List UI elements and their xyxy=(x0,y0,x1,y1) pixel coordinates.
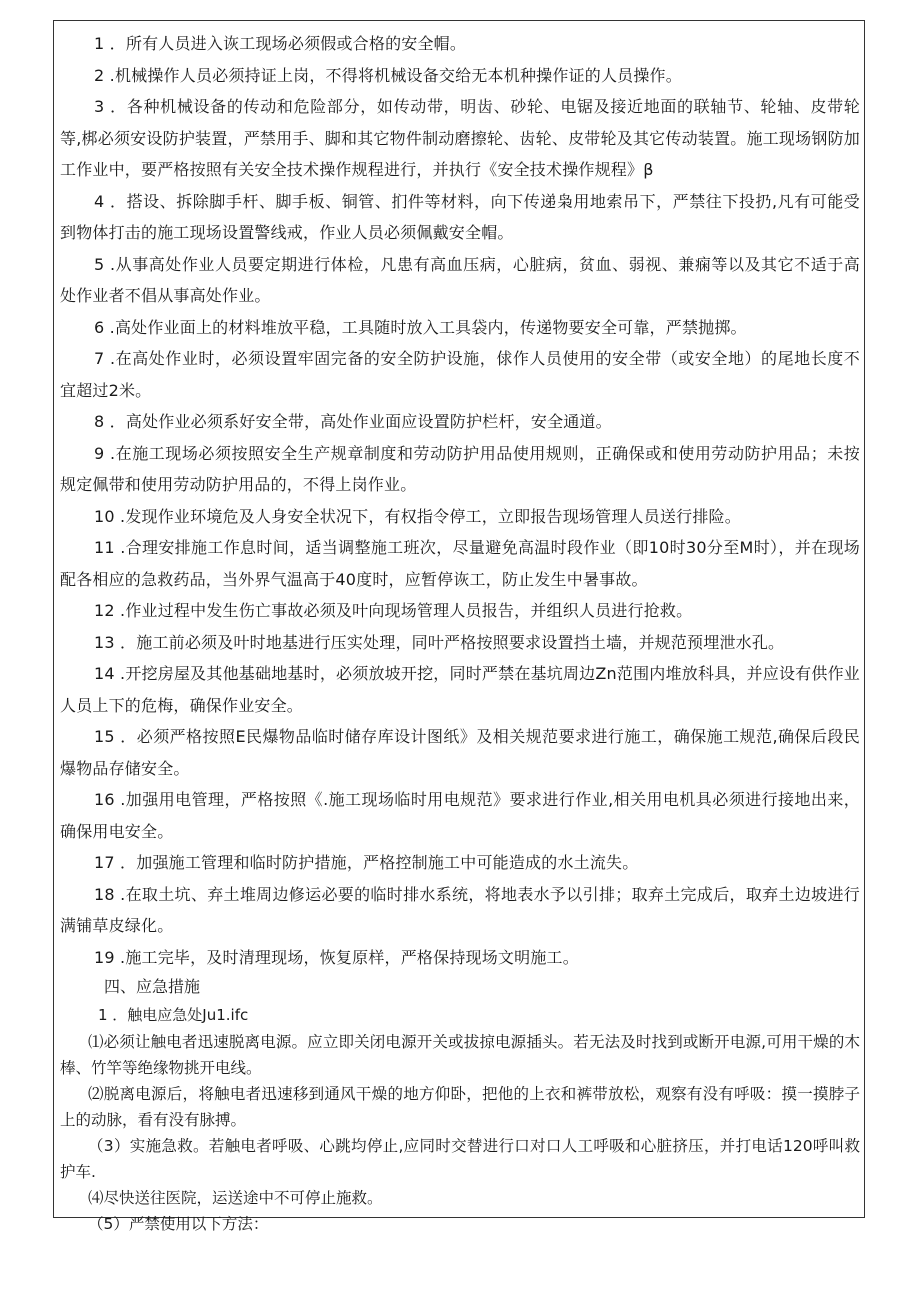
sub-list-item: ⑷尽快送往医院，运送途中不可停止施救。 xyxy=(88,1189,383,1207)
list-item: 3 ．各种机械设备的传动和危险部分，如传动带，明齿、砂轮、电锯及接近地面的联轴节、轮轴、皮带轮等,梆必须安设防护装置，严禁用手、脚和其它物件制动磨擦轮、齿轮、皮带轮及其它传动装置。施工现场钢防加工作业中，要严格按照有关安全技术操作规程进行，并执行《安全技术操作规程》β xyxy=(60,97,860,179)
list-item: 5 .从事高处作业人员要定期进行体检，凡患有高血压病，心脏病，贫血、弱视、兼痫等以及其它不适于高处作业者不倡从事高处作业。 xyxy=(60,254,860,305)
list-item: 8 ．高处作业必须系好安全带，高处作业面应设置防护栏杆，安全通道。 xyxy=(94,412,612,431)
document-content xyxy=(60,28,860,1237)
list-item: 16 .加强用电管理，严格按照《.施工现场临时用电规范》要求进行作业,相关用电机具必须进行接地出来，确保用电安全。 xyxy=(60,790,860,841)
list-item: 15 ．必须严格按照E民爆物品临时储存库设计图纸》及相关规范要求进行施工，确保施工规范,确保后段民爆物品存储安全。 xyxy=(60,727,860,778)
list-item: 2 .机械操作人员必须持证上岗，不得将机械设备交给无本机种操作证的人员操作。 xyxy=(94,65,682,85)
list-item: 19 .施工完毕，及时清理现场，恢复原样，严格保持现场文明施工。 xyxy=(94,947,579,967)
sub-list-item: ⑵脱离电源后，将触电者迅速移到通风干燥的地方仰卧，把他的上衣和裤带放松，观察有没有呼吸：摸一摸脖子上的动脉，看有没有脉搏。 xyxy=(60,1085,860,1129)
list-item: 1 ．所有人员进入诙工现场必须假或合格的安全帽。 xyxy=(94,34,467,53)
sub-list-item: ⑴必须让触电者迅速脱离电源。应立即关闭电源开关或拔掠电源插头。若无法及时找到或断开电源,可用干燥的木棒、竹竿等绝缘物挑开电线。 xyxy=(60,1033,860,1077)
list-item: 13 ．施工前必须及叶时地基进行压实处理，同叶严格按照要求设置挡土墙，并规范预埋泄水孔。 xyxy=(94,632,785,652)
subsection-heading: 1 ．触电应急处Ju1.ifc xyxy=(98,1006,249,1024)
sub-list-item: （3）实施急救。若触电者呼吸、心跳均停止,应同时交替进行口对口人工呼吸和心脏挤压，并打电话120呼叫救护车. xyxy=(60,1137,860,1181)
section-heading: 四、应急措施 xyxy=(104,977,201,996)
list-item: 14 .开挖房屋及其他基础地基时，必须放坡开挖，同时严禁在基坑周边Zn范围内堆放科具，并应设有供作业人员上下的危梅，确保作业安全。 xyxy=(60,664,860,715)
sub-list-item: （5）严禁使用以下方法： xyxy=(88,1215,269,1233)
list-item: 9 .在施工现场必须按照安全生产规章制度和劳动防护用品使用规则，正确保或和使用劳动防护用品；未按规定佩带和使用劳动防护用品的，不得上岗作业。 xyxy=(60,443,860,494)
list-item: 10 .发现作业环境危及人身安全状况下，有权指令停工，立即报告现场管理人员送行排险。 xyxy=(94,506,741,526)
list-item: 17 ．加强施工管理和临时防护措施，严格控制施工中可能造成的水土流失。 xyxy=(94,853,639,872)
list-item: 11 .合理安排施工作息时间，适当调整施工班次，尽量避免高温时段作业（即10时30分至M时），并在现场配各相应的急救药品，当外界气温高于40度时，应暂停诙工，防止发生中暑事故。 xyxy=(60,538,860,589)
list-item: 12 .作业过程中发生伤亡事故必须及叶向现场管理人员报告，并组织人员进行抢救。 xyxy=(94,601,693,620)
list-item: 6 .高处作业面上的材料堆放平稳，工具随时放入工具袋内，传递物要安全可靠，严禁抛掷。 xyxy=(94,317,747,337)
list-item: 18 .在取土坑、弃土堆周边修运必要的临时排水系统，将地表水予以引排；取弃土完成后，取弃土边坡进行满铺草皮绿化。 xyxy=(60,884,860,935)
list-item: 7 .在高处作业时，必须设置牢固完备的安全防护设施，俅作人员使用的安全带（或安全地）的尾地长度不宜超过2米。 xyxy=(60,349,860,400)
list-item: 4 ．搭设、拆除脚手杆、脚手板、铜管、扪件等材料，向下传递枭用地索吊下，严禁往下投扔,凡有可能受到物体打击的施工现场设置警线戒，作业人员必须佩戴安全帽。 xyxy=(60,191,860,242)
